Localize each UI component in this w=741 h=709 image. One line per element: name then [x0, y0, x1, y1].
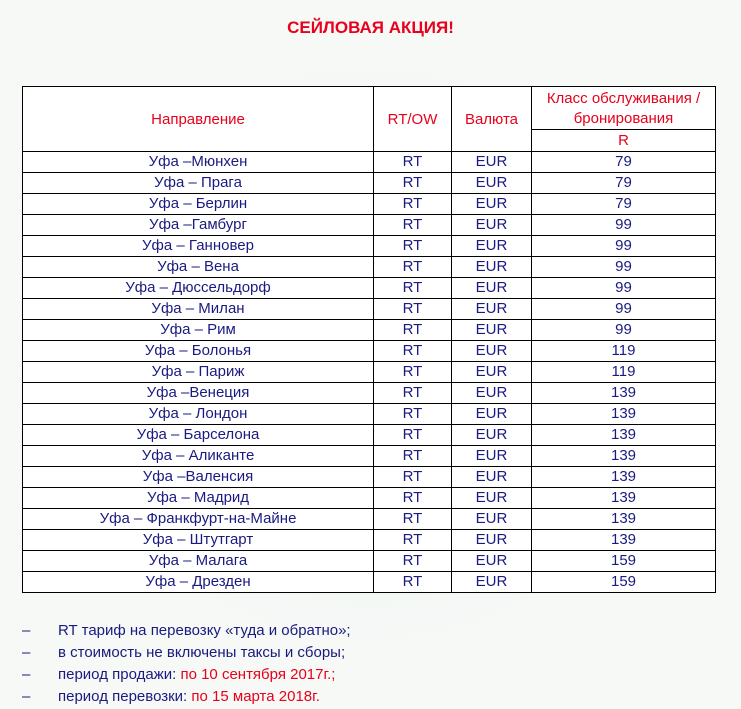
note-text: в стоимость не включены таксы и сборы; — [58, 644, 346, 661]
header-class-code: R — [532, 130, 716, 152]
note-accent: по 10 сентября 2017г.; — [180, 666, 336, 683]
cell-currency: EUR — [452, 341, 532, 362]
cell-price: 99 — [532, 320, 716, 341]
cell-direction: Уфа – Милан — [23, 299, 374, 320]
cell-direction: Уфа – Рим — [23, 320, 374, 341]
cell-price: 99 — [532, 236, 716, 257]
cell-currency: EUR — [452, 446, 532, 467]
table-row — [23, 257, 716, 278]
cell-direction: Уфа – Париж — [23, 362, 374, 383]
cell-price: 79 — [532, 173, 716, 194]
notes-list — [22, 620, 351, 708]
cell-price: 139 — [532, 446, 716, 467]
header-direction: Направление — [23, 87, 374, 152]
cell-rt-ow: RT — [374, 425, 452, 446]
cell-direction: Уфа – Штутгарт — [23, 530, 374, 551]
cell-rt-ow: RT — [374, 446, 452, 467]
cell-rt-ow: RT — [374, 215, 452, 236]
cell-direction: Уфа – Малага — [23, 551, 374, 572]
table-row — [23, 320, 716, 341]
cell-currency: EUR — [452, 278, 532, 299]
cell-direction: Уфа – Болонья — [23, 341, 374, 362]
table-row — [23, 551, 716, 572]
table-row — [23, 362, 716, 383]
note-item — [22, 686, 351, 708]
cell-rt-ow: RT — [374, 257, 452, 278]
cell-currency: EUR — [452, 425, 532, 446]
page-title-mark: ! — [448, 18, 454, 37]
cell-currency: EUR — [452, 383, 532, 404]
cell-currency: EUR — [452, 236, 532, 257]
table-row — [23, 509, 716, 530]
cell-price: 139 — [532, 530, 716, 551]
cell-rt-ow: RT — [374, 152, 452, 173]
note-item — [22, 664, 351, 686]
cell-currency: EUR — [452, 173, 532, 194]
cell-direction: Уфа – Ганновер — [23, 236, 374, 257]
note-accent: по 15 марта 2018г. — [191, 688, 320, 705]
cell-rt-ow: RT — [374, 341, 452, 362]
cell-rt-ow: RT — [374, 299, 452, 320]
cell-currency: EUR — [452, 404, 532, 425]
note-item — [22, 642, 351, 664]
table-row — [23, 278, 716, 299]
table-row — [23, 467, 716, 488]
cell-direction: Уфа – Аликанте — [23, 446, 374, 467]
cell-price: 99 — [532, 299, 716, 320]
fares-body — [23, 152, 716, 593]
cell-price: 139 — [532, 425, 716, 446]
cell-currency: EUR — [452, 215, 532, 236]
table-row — [23, 530, 716, 551]
cell-direction: Уфа –Валенсия — [23, 467, 374, 488]
cell-direction: Уфа –Гамбург — [23, 215, 374, 236]
cell-currency: EUR — [452, 194, 532, 215]
table-row — [23, 404, 716, 425]
note-dash: – — [22, 644, 31, 661]
note-text: период продажи: — [58, 666, 181, 683]
cell-rt-ow: RT — [374, 509, 452, 530]
cell-rt-ow: RT — [374, 383, 452, 404]
cell-direction: Уфа – Франкфурт-на-Майне — [23, 509, 374, 530]
cell-price: 139 — [532, 467, 716, 488]
table-row — [23, 173, 716, 194]
note-dash: – — [22, 666, 31, 683]
cell-direction: Уфа – Лондон — [23, 404, 374, 425]
cell-price: 139 — [532, 488, 716, 509]
cell-rt-ow: RT — [374, 572, 452, 593]
note-text: RT тариф на перевозку «туда и обратно»; — [58, 622, 351, 639]
cell-rt-ow: RT — [374, 236, 452, 257]
cell-price: 79 — [532, 194, 716, 215]
cell-currency: EUR — [452, 362, 532, 383]
table-row — [23, 236, 716, 257]
cell-currency: EUR — [452, 299, 532, 320]
note-item — [22, 620, 351, 642]
cell-currency: EUR — [452, 320, 532, 341]
cell-currency: EUR — [452, 551, 532, 572]
cell-price: 119 — [532, 362, 716, 383]
note-text: период перевозки: — [58, 688, 192, 705]
table-row — [23, 299, 716, 320]
cell-direction: Уфа – Вена — [23, 257, 374, 278]
table-row — [23, 215, 716, 236]
cell-rt-ow: RT — [374, 194, 452, 215]
cell-rt-ow: RT — [374, 551, 452, 572]
table-row — [23, 488, 716, 509]
cell-currency: EUR — [452, 530, 532, 551]
table-row — [23, 572, 716, 593]
cell-direction: Уфа – Прага — [23, 173, 374, 194]
cell-currency: EUR — [452, 152, 532, 173]
cell-rt-ow: RT — [374, 278, 452, 299]
cell-currency: EUR — [452, 509, 532, 530]
cell-rt-ow: RT — [374, 530, 452, 551]
cell-rt-ow: RT — [374, 320, 452, 341]
cell-rt-ow: RT — [374, 362, 452, 383]
cell-currency: EUR — [452, 488, 532, 509]
fares-table — [22, 86, 716, 593]
cell-currency: EUR — [452, 257, 532, 278]
cell-rt-ow: RT — [374, 173, 452, 194]
cell-price: 159 — [532, 551, 716, 572]
page-title — [0, 18, 741, 38]
table-row — [23, 341, 716, 362]
note-dash: – — [22, 622, 31, 639]
cell-direction: Уфа –Мюнхен — [23, 152, 374, 173]
cell-price: 99 — [532, 278, 716, 299]
header-class: Класс обслуживания / бронирования — [532, 87, 716, 130]
cell-rt-ow: RT — [374, 467, 452, 488]
table-row — [23, 152, 716, 173]
header-currency: Валюта — [452, 87, 532, 152]
table-row — [23, 446, 716, 467]
cell-price: 99 — [532, 215, 716, 236]
header-rt-ow: RT/OW — [374, 87, 452, 152]
table-row — [23, 194, 716, 215]
cell-price: 159 — [532, 572, 716, 593]
cell-currency: EUR — [452, 467, 532, 488]
cell-price: 79 — [532, 152, 716, 173]
header-row — [23, 87, 716, 130]
cell-direction: Уфа – Дюссельдорф — [23, 278, 374, 299]
table-row — [23, 383, 716, 404]
cell-direction: Уфа – Дрезден — [23, 572, 374, 593]
cell-price: 139 — [532, 383, 716, 404]
cell-direction: Уфа – Берлин — [23, 194, 374, 215]
cell-direction: Уфа – Барселона — [23, 425, 374, 446]
cell-rt-ow: RT — [374, 404, 452, 425]
page-title-text: СЕЙЛОВАЯ АКЦИЯ — [287, 18, 449, 37]
cell-price: 99 — [532, 257, 716, 278]
cell-price: 139 — [532, 509, 716, 530]
cell-price: 119 — [532, 341, 716, 362]
note-dash: – — [22, 688, 31, 705]
cell-rt-ow: RT — [374, 488, 452, 509]
cell-direction: Уфа – Мадрид — [23, 488, 374, 509]
cell-currency: EUR — [452, 572, 532, 593]
cell-direction: Уфа –Венеция — [23, 383, 374, 404]
table-row — [23, 425, 716, 446]
cell-price: 139 — [532, 404, 716, 425]
